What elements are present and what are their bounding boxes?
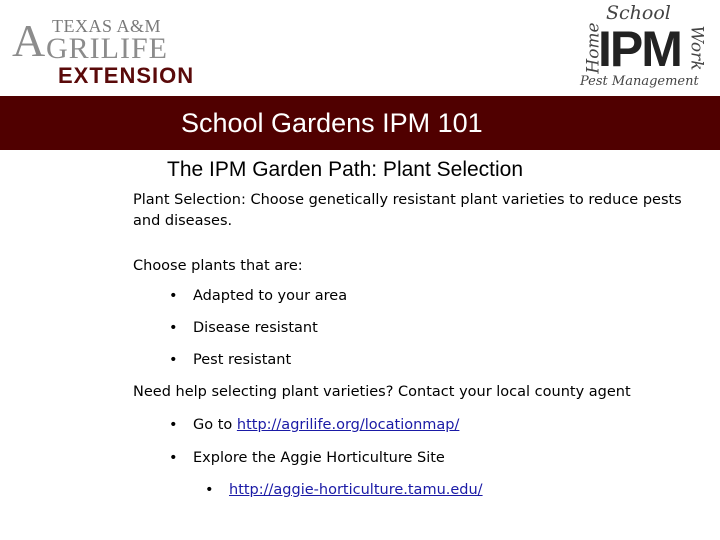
- logo-agrilife-text: GRILIFE: [46, 32, 168, 65]
- go-to-text: Go to: [193, 417, 237, 433]
- slide-subtitle: The IPM Garden Path: Plant Selection: [167, 158, 524, 181]
- list-item: [169, 448, 445, 468]
- logo-school-text: School: [606, 2, 671, 24]
- bullet-icon: •: [169, 417, 178, 433]
- logo-agrilife-initial: A: [12, 15, 46, 66]
- locationmap-link[interactable]: http://agrilife.org/locationmap/: [236, 417, 460, 433]
- logo-ipm-text: IPM: [598, 21, 681, 77]
- list-item: [169, 415, 459, 435]
- logo-home-text: Home: [583, 22, 604, 74]
- intro-paragraph: Plant Selection: Choose genetically resistant plant varieties to reduce pests and diseases.: [133, 192, 682, 229]
- logo-work-text: Work: [686, 25, 707, 71]
- logo-pest-management-text: Pest Management: [580, 74, 699, 89]
- choose-heading: Choose plants that are:: [133, 258, 303, 274]
- list-item: [205, 480, 483, 500]
- school-ipm-logo: [574, 2, 714, 94]
- explore-text: Explore the Aggie Horticulture Site: [193, 450, 445, 466]
- help-heading: Need help selecting plant varieties? Contact your local county agent: [133, 384, 631, 400]
- bullet-icon: •: [169, 352, 178, 368]
- bullet-icon: •: [169, 320, 178, 336]
- list-item: [169, 350, 291, 370]
- logo-texas-am-text: TEXAS A&M: [52, 16, 162, 36]
- logo-extension-text: EXTENSION: [58, 63, 195, 88]
- list-item-text: Adapted to your area: [193, 288, 348, 304]
- aggie-horticulture-link[interactable]: http://aggie-horticulture.tamu.edu/: [229, 482, 483, 498]
- title-bar: [0, 96, 720, 150]
- list-item: [169, 286, 347, 306]
- list-item-text: Pest resistant: [193, 352, 292, 368]
- bullet-icon: •: [169, 288, 178, 304]
- list-item: [169, 318, 318, 338]
- slide-title: School Gardens IPM 101: [181, 108, 483, 138]
- bullet-icon: •: [205, 482, 214, 498]
- agrilife-extension-logo: [12, 14, 212, 90]
- list-item-text: Disease resistant: [193, 320, 318, 336]
- bullet-icon: •: [169, 450, 178, 466]
